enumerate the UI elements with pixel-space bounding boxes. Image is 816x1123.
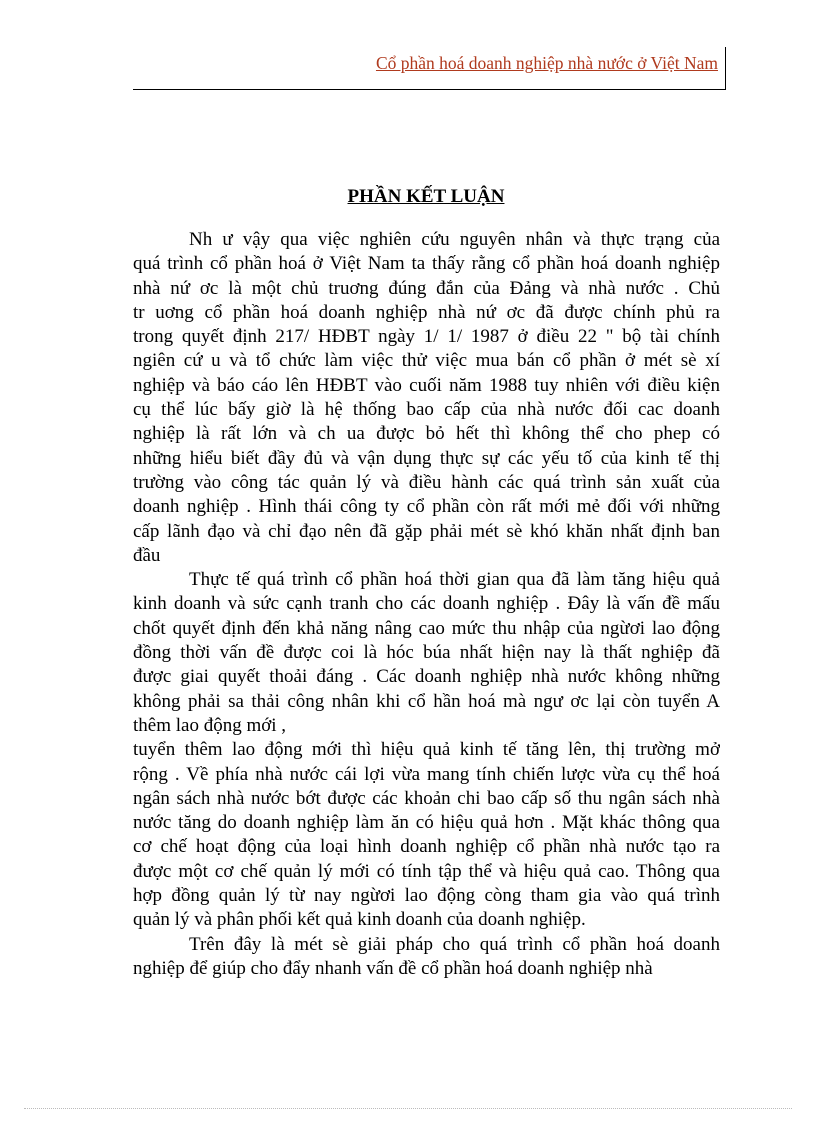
body-text bbox=[133, 228, 720, 981]
text-line: nhà nứ ơc là một chủ truơng đúng đắn của Đảng và nhà nước . Chủ bbox=[133, 277, 720, 299]
text-line: Thực tế quá trình cổ phần hoá thời gian qua đã làm tăng hiệu quả bbox=[189, 569, 720, 591]
text-line: đầu bbox=[133, 544, 161, 566]
text-line: đồng thời vấn đề được coi là hóc búa nhất hiện nay là thất nghiệp đã bbox=[133, 642, 720, 664]
text-line: nước tăng do doanh nghiệp làm ăn có hiệu quả hơn . Mặt khác thông qua bbox=[133, 812, 720, 834]
section-heading-text: PHẦN KẾT LUẬN bbox=[347, 186, 505, 207]
text-line: thêm lao động mới , bbox=[133, 714, 287, 736]
text-line: trong quyết định 217/ HĐBT ngày 1/ 1/ 1987 ở điều 22 " bộ tài chính bbox=[133, 326, 720, 348]
page-header bbox=[133, 47, 726, 90]
text-line: nghiệp và báo cáo lên HĐBT vào cuối năm 1988 tuy nhiên với điều kiện bbox=[133, 374, 720, 396]
text-line: Trên đây là mét sè giải pháp cho quá trình cổ phần hoá doanh bbox=[189, 933, 720, 955]
text-line: cụ thể lúc bấy giờ là hệ thống bao cấp của nhà nước đối cac doanh bbox=[133, 399, 720, 421]
header-rule bbox=[133, 89, 726, 90]
text-line: rộng . Về phía nhà nước cái lợi vừa mang tính chiến lược vừa cụ thể hoá bbox=[133, 763, 720, 785]
page-bottom-dotted-border bbox=[24, 1108, 792, 1109]
text-line: quản lý và phân phối kết quả kinh doanh của doanh nghiệp. bbox=[133, 909, 586, 931]
text-line: ngân sách nhà nước bớt được các khoản chi bao cấp số thu ngân sách nhà bbox=[133, 787, 720, 809]
text-line: doanh nghiệp . Hình thái công ty cổ phần còn rất mới mẻ đối với những bbox=[133, 496, 720, 518]
header-vertical-rule bbox=[725, 47, 726, 90]
text-line: chốt quyết định đến khả năng nâng cao mức thu nhập của ngừơi lao động bbox=[133, 617, 720, 639]
text-line: nghiệp là rất lớn và ch ua được bỏ hết thì không thể cho phep có bbox=[133, 423, 720, 445]
text-line: không phải sa thải công nhân khi cổ hần hoá mà ngư ơc lại còn tuyển A bbox=[133, 690, 720, 712]
text-line: tr uơng cổ phần hoá doanh nghiệp nhà nứ ơc đã được chính phủ ra bbox=[133, 301, 720, 323]
text-line: ngiên cứ u và tổ chức làm việc thử việc mua bán cổ phần ở mét sè xí bbox=[133, 350, 720, 372]
text-line: cấp lãnh đạo và chỉ đạo nên đã gặp phải mét sè khó khăn nhất định ban bbox=[133, 520, 720, 542]
text-line: tuyển thêm lao động mới thì hiệu quả kinh tế tăng lên, thị trường mở bbox=[133, 739, 720, 761]
text-line: cơ chế hoạt động của loại hình doanh nghiệp cổ phần nhà nước tạo ra bbox=[133, 836, 720, 858]
text-line: được một cơ chế quản lý mới có tính tập thể và hiệu quả cao. Thông qua bbox=[133, 860, 720, 882]
text-line: quá trình cổ phần hoá ở Việt Nam ta thấy rằng cổ phần hoá doanh nghiệp bbox=[133, 253, 720, 275]
text-line: hợp đồng quản lý từ nay ngừơi lao động còng tham gia vào quá trình bbox=[133, 885, 720, 907]
text-line: nghiệp để giúp cho đẩy nhanh vấn đề cổ phần hoá doanh nghiệp nhà bbox=[133, 957, 653, 979]
header-title: Cổ phần hoá doanh nghiệp nhà nước ở Việt Nam bbox=[375, 53, 718, 73]
text-line: được giai quyết thoải đáng . Các doanh nghiệp nhà nước không những bbox=[133, 666, 720, 688]
section-heading bbox=[133, 186, 719, 208]
text-line: kinh doanh và sức cạnh tranh cho các doanh nghiệp . Đây là vấn đề mấu bbox=[133, 593, 720, 615]
text-line: những hiểu biết đầy đủ và vận dụng thực sự các yếu tố của kinh tế thị bbox=[133, 447, 720, 469]
text-line: Nh ư vậy qua việc nghiên cứu nguyên nhân và thực trạng của bbox=[189, 229, 720, 250]
text-line: trường vào công tác quản lý và điều hành các quá trình sản xuất của bbox=[133, 471, 720, 493]
